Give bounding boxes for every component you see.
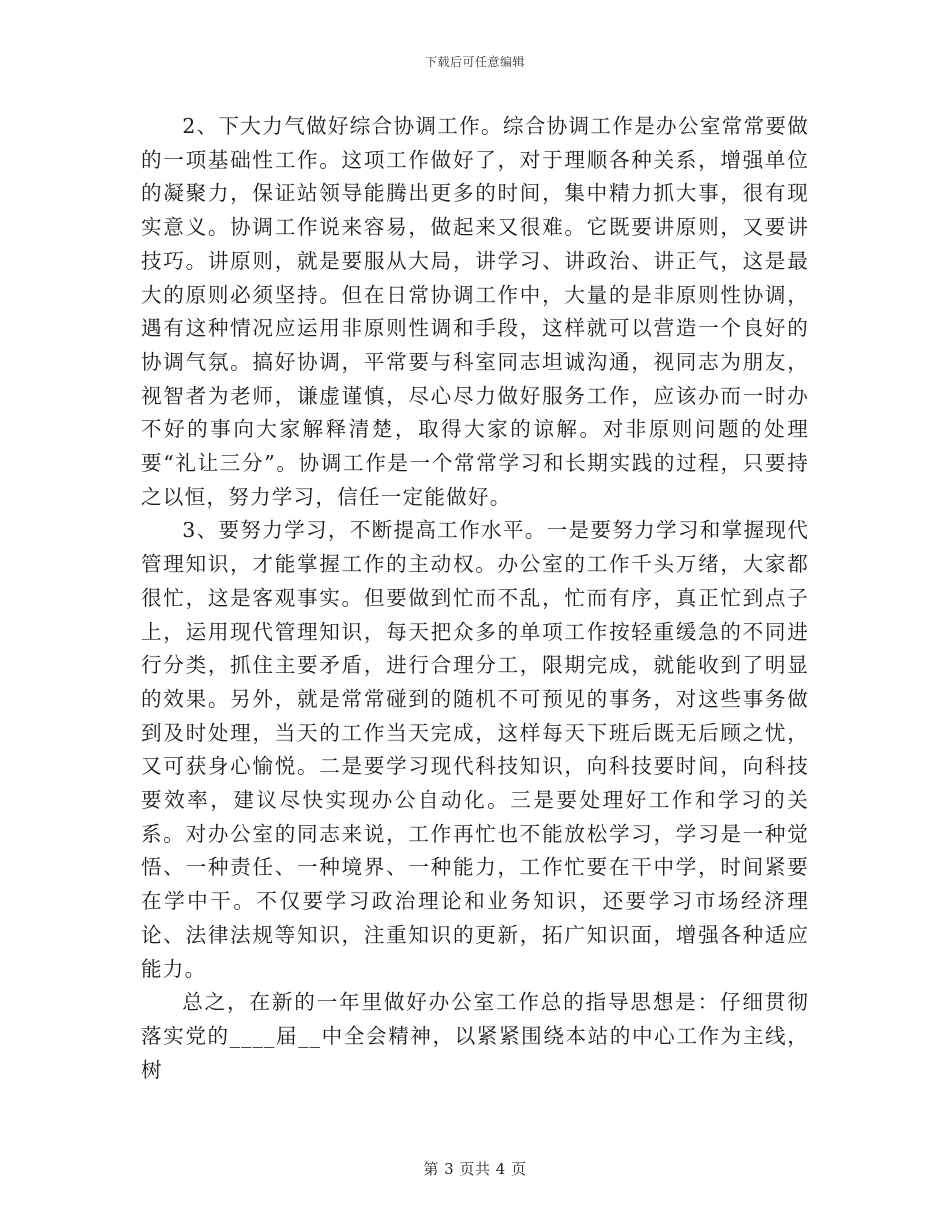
page-footer: 第 3 页共 4 页: [423, 1160, 527, 1178]
paragraph-coordination: 2、下大力气做好综合协调工作。综合协调工作是办公室常常要做的一项基础性工作。这项工作做好了，对于理顺各种关系，增强单位的凝聚力，保证站领导能腾出更多的时间，集中精力抓大事，很有现实意义。协调工作说来容易，做起来又很难。它既要讲原则，又要讲技巧。讲原则，就是要服从大局，讲学习、讲政治、讲正气，这是最大的原则必须坚持。但在日常协调工作中，大量的是非原则性协调，遇有这种情况应运用非原则性调和手段，这样就可以营造一个良好的协调气氛。搞好协调，平常要与科室同志坦诚沟通，视同志为朋友，视智者为老师，谦虚谨慎，尽心尽力做好服务工作，应该办而一时办不好的事向大家解释清楚，取得大家的谅解。对非原则问题的处理要“礼让三分”。协调工作是一个常常学习和长期实践的过程，只要持之以恒，努力学习，信任一定能做好。: [141, 114, 809, 509]
paragraph-summary: 总之，在新的一年里做好办公室工作总的指导思想是：仔细贯彻落实党的____届__中全会精神，以紧紧围绕本站的中心工作为主线，树: [141, 990, 809, 1082]
paragraph-learning: 3、要努力学习，不断提高工作水平。一是要努力学习和掌握现代管理知识，才能掌握工作的主动权。办公室的工作千头万绪，大家都很忙，这是客观事实。但要做到忙而不乱，忙而有序，真正忙到点子上，运用现代管理知识，每天把众多的单项工作按轻重缓急的不同进行分类，抓住主要矛盾，进行合理分工，限期完成，就能收到了明显的效果。另外，就是常常碰到的随机不可预见的事务，对这些事务做到及时处理，当天的工作当天完成，这样每天下班后既无后顾之忧，又可获身心愉悦。二是要学习现代科技知识，向科技要时间，向科技要效率，建议尽快实现办公自动化。三是要处理好工作和学习的关系。对办公室的同志来说，工作再忙也不能放松学习，学习是一种觉悟、一种责任、一种境界、一种能力，工作忙要在干中学，时间紧要在学中干。不仅要学习政治理论和业务知识，还要学习市场经济理论、法律法规等知识，注重知识的更新，拓广知识面，增强各种适应能力。: [141, 518, 809, 981]
document-body: [141, 110, 809, 1087]
page-header: 下载后可任意编辑: [424, 55, 525, 69]
